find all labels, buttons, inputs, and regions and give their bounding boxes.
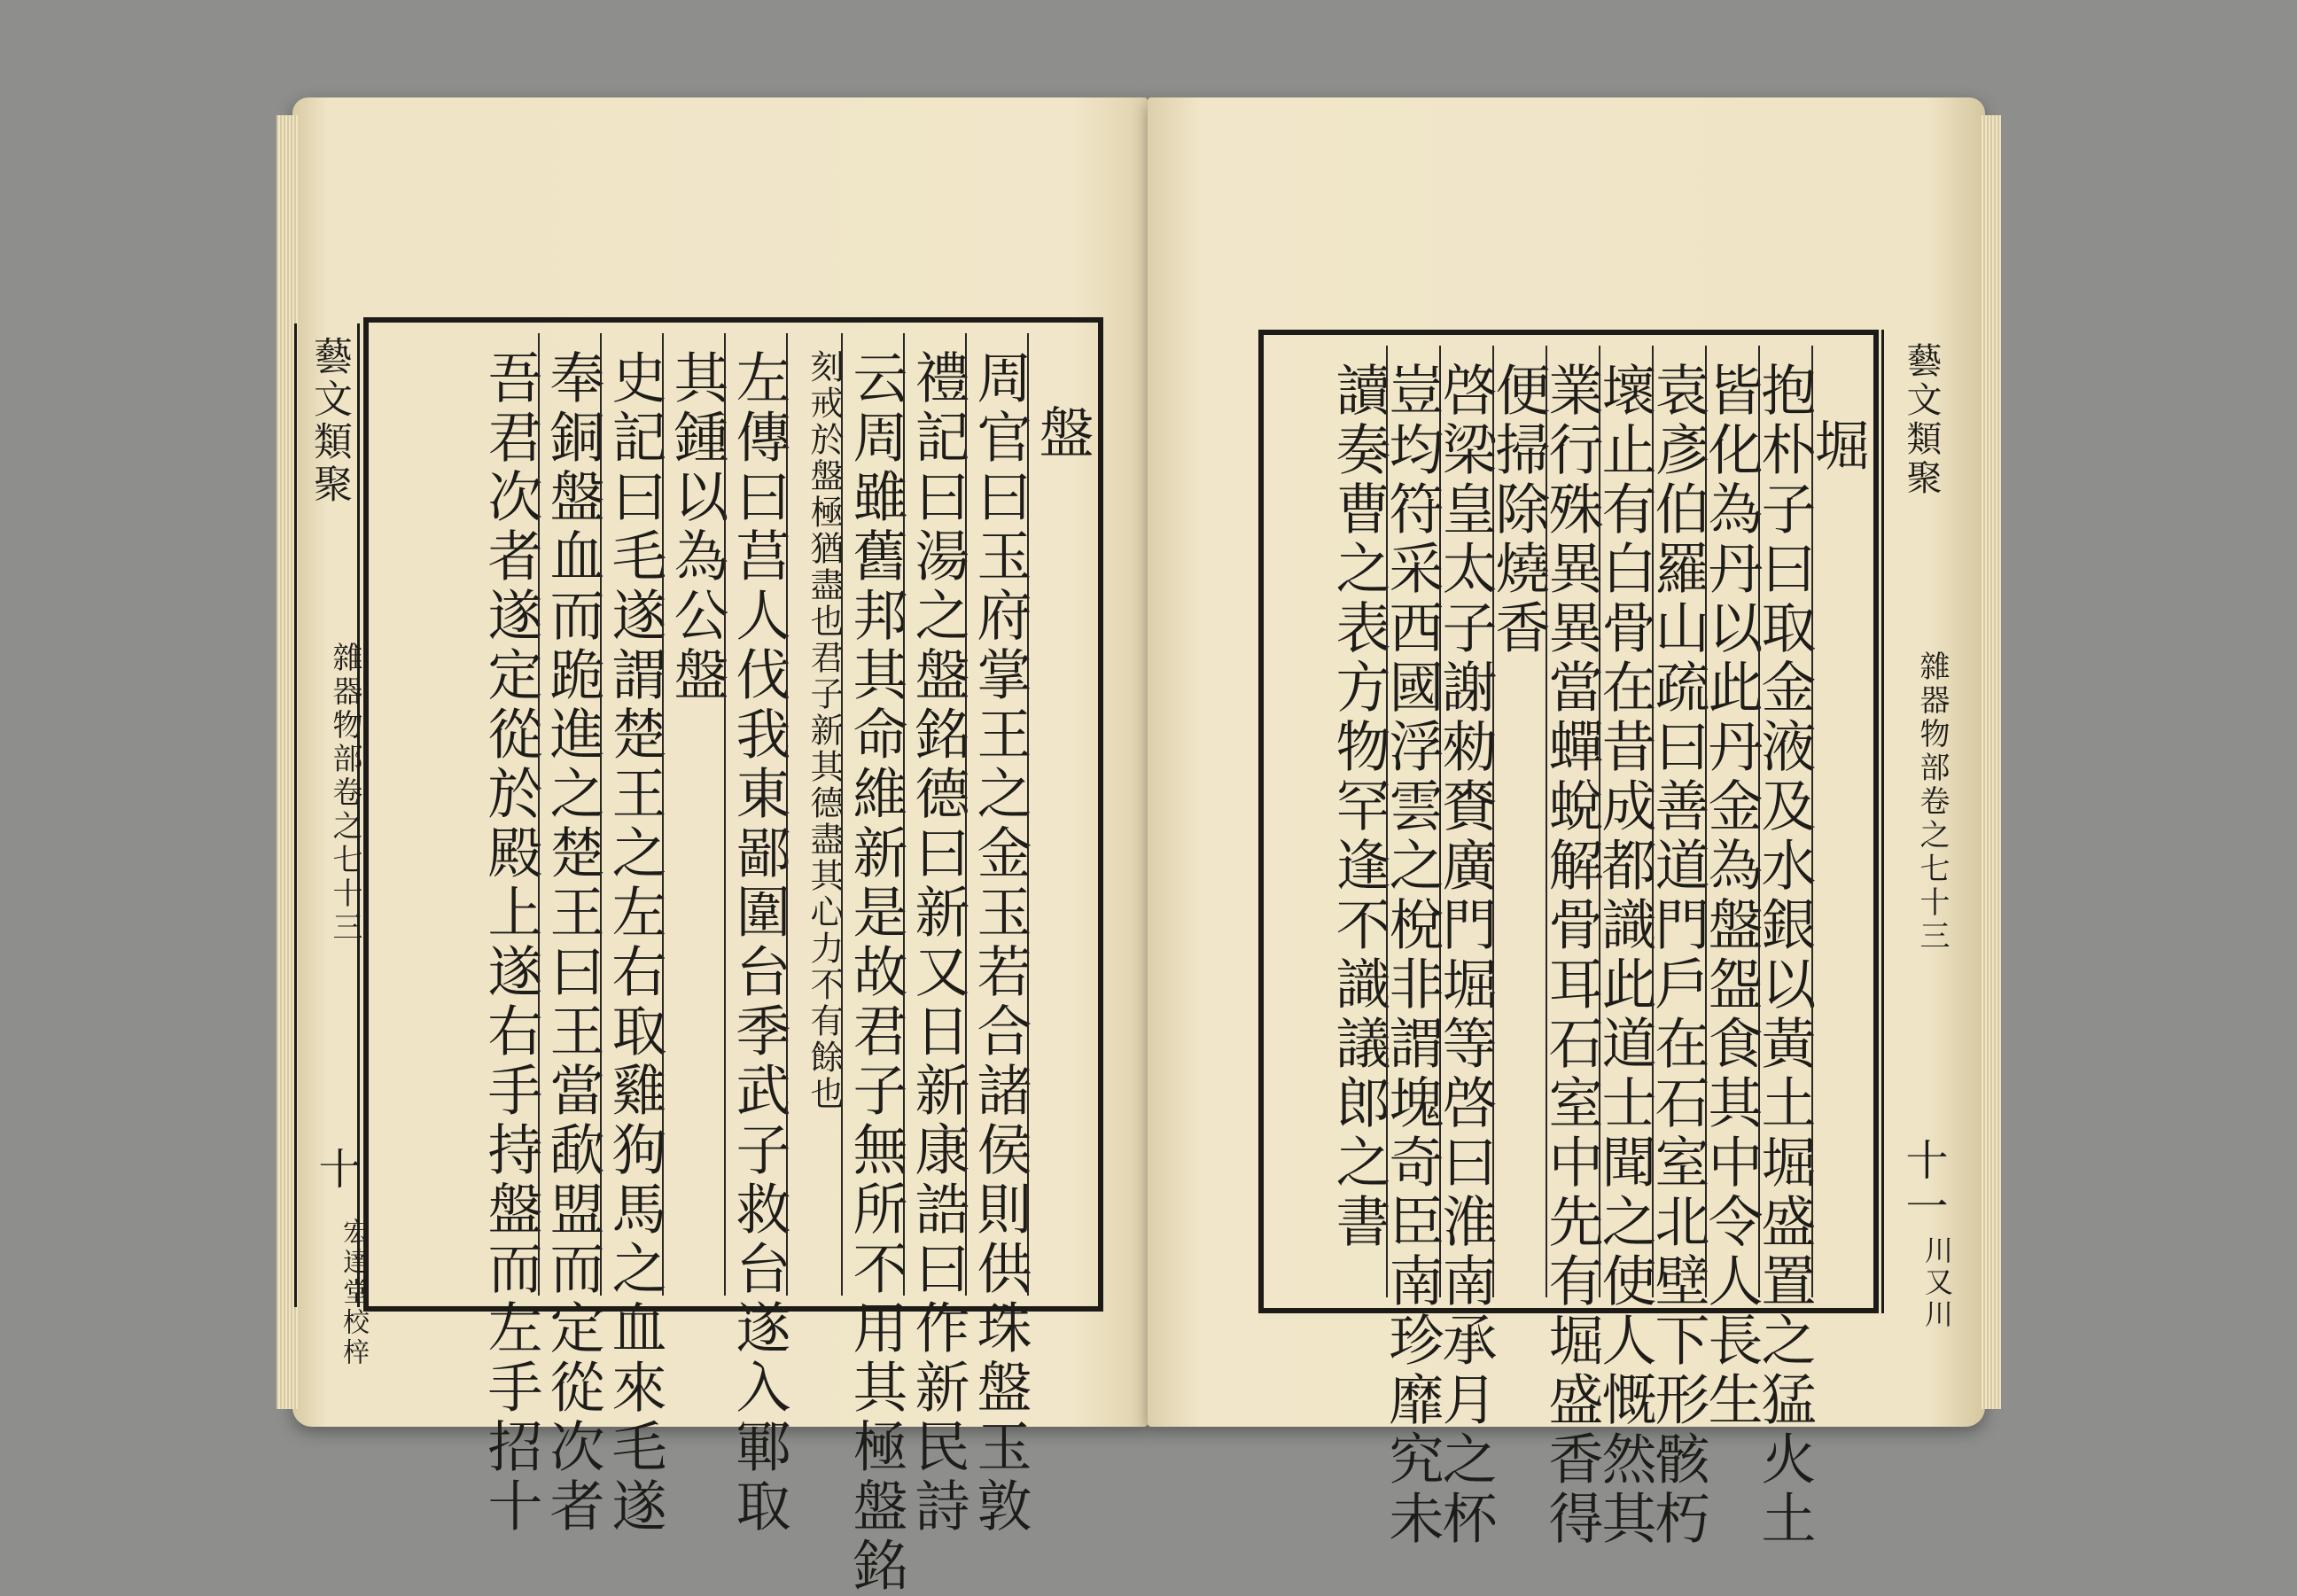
left-heart-section-wrap (301, 629, 367, 1125)
open-book (292, 97, 1985, 1596)
right-col-3: 袁彥伯羅山疏曰善道門戶在石室北壁下形骸朽 (1652, 346, 1705, 1297)
left-col-7: 史記曰毛遂謂楚王之左右取雞狗馬之血來毛遂 (600, 333, 662, 1296)
right-page (1148, 97, 1985, 1549)
left-col-2: 禮記曰湯之盤銘德曰新又日新康誥曰作新民詩 (903, 333, 965, 1296)
right-heart-section-wrap (1888, 638, 1954, 1117)
left-col-6: 其鍾以為公盤 (662, 333, 724, 1296)
right-col-5: 業行殊異異當蟬蛻解骨耳石室中先有堀盛香得 (1546, 346, 1599, 1297)
right-col-1: 抱朴子曰取金液及水銀以黃土堀盛置之猛火土 (1758, 346, 1811, 1297)
right-heart-section: 雜器物部卷之七十三 (1914, 650, 1950, 954)
right-columns (1273, 346, 1870, 1549)
left-publisher: 宏達堂校梓 (338, 1218, 369, 1368)
right-text-frame (1258, 330, 1879, 1549)
left-text-frame (363, 317, 1103, 1596)
right-heart-publisher-wrap (1892, 1223, 1958, 1331)
right-col-7: 啓梁皇太子謝勑賚廣門堀等啓曰淮南承月之杯 (1439, 346, 1492, 1297)
left-col-9: 吾君次者遂定從於殿上遂右手持盤而左手招十 (479, 349, 543, 1537)
left-heart-pagenum-wrap (301, 1134, 367, 1205)
left-page (292, 97, 1148, 1596)
left-col-1: 周官曰玉府掌王之金玉若合諸侯則供珠盤玉敦 (965, 333, 1027, 1296)
right-page-edge (1980, 115, 2001, 1409)
left-col-5: 左傳曰莒人伐我東鄙圍台季武子救台遂入鄆取 (724, 333, 786, 1296)
right-page-number: 十一 (1898, 1138, 1948, 1230)
left-col-4-note: 刻戒於盤極猶盡也君子新其德盡其心力不有餘也 (786, 333, 841, 1296)
left-col-3: 云周雖舊邦其命維新是故君子無所不用其極盤銘 (841, 333, 903, 1296)
right-col-0: 堀 (1811, 346, 1865, 1297)
right-col-9: 讀奏曹之表方物罕逢不識議郎之書 (1327, 362, 1391, 1252)
left-heart-section: 雜器物部卷之七十三 (327, 642, 362, 945)
right-publisher: 川又川 (1920, 1235, 1954, 1331)
left-col-8: 奉銅盤血而跪進之楚王曰王當歃盟而定從次者 (538, 333, 600, 1296)
right-col-8: 豈均符采西國浮雲之梲非謂塊奇臣南珍靡究未 (1386, 346, 1439, 1297)
left-heart-publisher-wrap (307, 1205, 372, 1368)
left-page-number: 十 (311, 1147, 361, 1193)
left-heart-title: 藝文類聚 (307, 336, 352, 506)
left-col-0: 盤 (1027, 333, 1089, 1296)
right-col-2: 皆化為丹以此丹金為盤盌食其中令人長生 (1705, 346, 1758, 1297)
right-col-6: 便掃除燒香 (1492, 346, 1546, 1297)
right-heart-title: 藝文類聚 (1901, 342, 1942, 498)
right-col-4: 壞止有白骨在昔成都識此道士聞之使人慨然其 (1599, 346, 1652, 1297)
right-heart-pagenum-wrap (1888, 1125, 1954, 1230)
left-columns (378, 333, 1094, 1596)
